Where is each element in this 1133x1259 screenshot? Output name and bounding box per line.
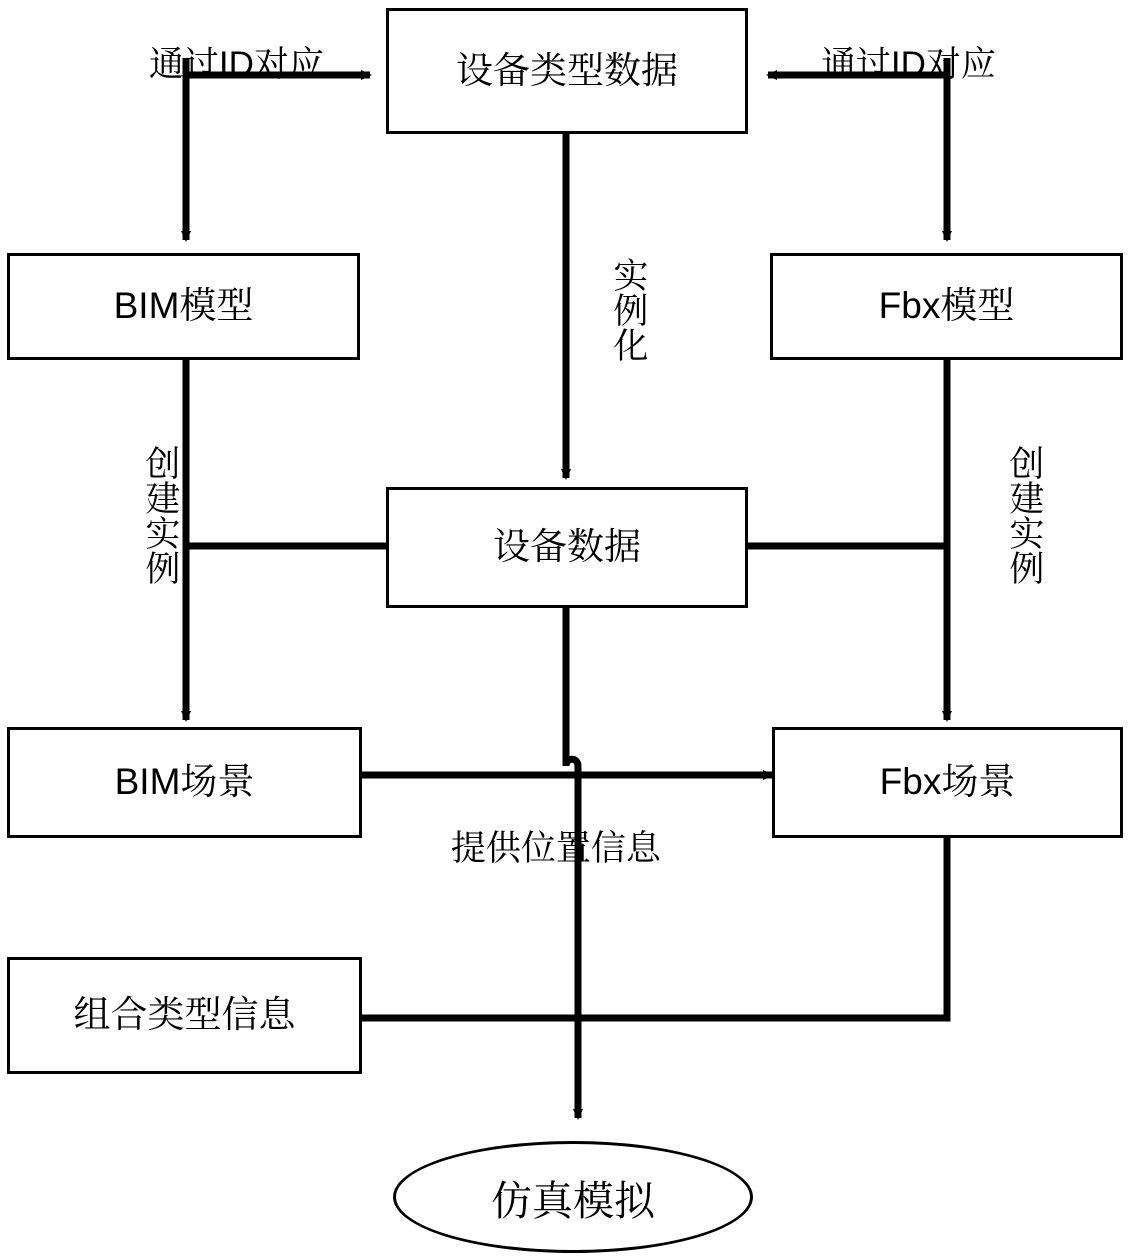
node-fbx-model-label: Fbx模型 — [878, 285, 1015, 327]
node-bim-scene-label: BIM场景 — [114, 761, 255, 803]
edge-label-provide-position-info-text: 提供位置信息 — [450, 828, 661, 868]
node-combination-type-info-label: 组合类型信息 — [73, 994, 296, 1036]
edge-label-create-instance-left-text: 创建实例 — [140, 445, 180, 585]
node-bim-model — [7, 253, 360, 360]
edge-label-instantiate-text: 实例化 — [608, 257, 648, 362]
node-fbx-scene — [772, 727, 1123, 838]
edge-label-id-match-left — [110, 10, 324, 120]
node-device-type-data — [386, 8, 748, 134]
edge-label-create-instance-right — [968, 410, 1044, 626]
node-device-type-data-label: 设备类型数据 — [456, 49, 678, 91]
edge-label-create-instance-left — [104, 410, 180, 626]
node-simulation-label: 仿真模拟 — [491, 1177, 655, 1224]
edge-label-provide-position-info — [412, 794, 661, 904]
edge-label-id-match-right-text: 通过ID对应 — [820, 44, 996, 84]
node-fbx-scene-label: Fbx场景 — [879, 761, 1016, 803]
edge-label-create-instance-right-text: 创建实例 — [1004, 445, 1044, 585]
edge-label-id-match-right — [782, 10, 996, 120]
node-bim-model-label: BIM模型 — [113, 285, 254, 327]
node-device-data — [386, 487, 748, 608]
node-bim-scene — [7, 727, 362, 838]
edge-label-instantiate — [572, 222, 648, 403]
node-device-data-label: 设备数据 — [493, 526, 641, 568]
node-simulation — [393, 1141, 753, 1253]
node-fbx-model — [770, 253, 1123, 360]
edge-label-id-match-left-text: 通过ID对应 — [148, 44, 324, 84]
node-combination-type-info — [7, 957, 362, 1074]
